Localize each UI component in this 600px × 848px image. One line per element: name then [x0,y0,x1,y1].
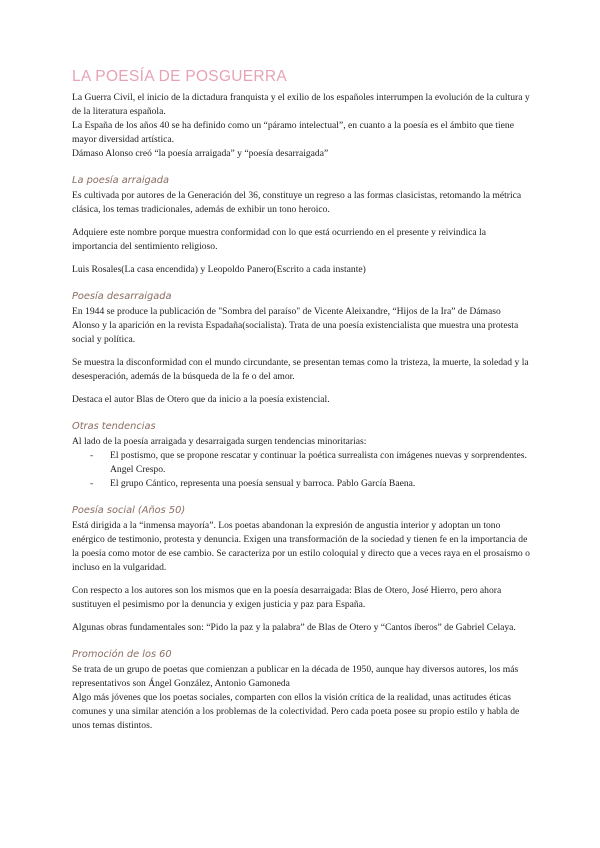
arraigada-paragraph-2: Adquiere este nombre porque muestra conformidad con lo que está ocurriendo en el presente y reivindica la importancia del sentimiento religioso. [72,227,486,252]
heading-poesia-arraigada: La poesía arraigada [72,175,169,186]
list-dash: - [90,450,94,461]
list-item-text: El grupo Cántico, representa una poesía sensual y barroca. Pablo García Baena. [110,478,416,489]
heading-poesia-social: Poesía social (Años 50) [72,505,186,516]
arraigada-paragraph-3: Luis Rosales(La casa encendida) y Leopoldo Panero(Escrito a cada instante) [72,264,366,275]
social-paragraph-2: Con respecto a los autores son los mismos que en la poesía desarraigada: Blas de Otero, José Hierro, pero ahora sustituyen el pesimismo por la denuncia y exigen justicia y paz para España. [72,585,502,610]
intro-paragraph-3: Dámaso Alonso creó “la poesía arraigada” y “poesía desarraigada” [72,148,329,159]
arraigada-paragraph-1: Es cultivada por autores de la Generación del 36, constituye un regreso a las formas clasicistas, retomando la métrica clásica, los temas tradicionales, además de exhibir un tono heroico. [72,190,522,215]
list-item-text: El postismo, que se propone rescatar y continuar la poética surrealista con imágenes nuevas y sorprendentes. Angel Crespo. [110,450,527,475]
social-paragraph-1: Está dirigida a la “inmensa mayoría”. Los poetas abandonan la expresión de angustia interior y adoptan un tono enérgico de testimonio, protesta y denuncia. Exigen una transformación de la sociedad y tienen fe en la importancia de la poesía como motor de ese cambio. Se caracteriza por un estilo coloquial y directo que a veces raya en el prosaismo o incluso en la vulgaridad. [72,520,530,573]
tendencias-list [72,449,530,491]
heading-promocion-60: Promoción de los 60 [72,649,172,660]
otras-intro: Al lado de la poesía arraigada y desarraigada surgen tendencias minoritarias: [72,436,367,447]
desarraigada-paragraph-3: Destaca el autor Blas de Otero que da inicio a la poesía existencial. [72,394,330,405]
list-item [72,477,530,491]
desarraigada-paragraph-2: Se muestra la disconformidad con el mundo circundante, se presentan temas como la tristeza, la muerte, la soledad y la desesperación, además de la búsqueda de la fe o del amor. [72,357,529,382]
heading-poesia-desarraigada: Poesía desarraigada [72,291,172,302]
list-dash: - [90,478,94,489]
promocion-paragraph-2: Algo más jóvenes que los poetas sociales, comparten con ellos la visión crítica de la realidad, unas actitudes éticas comunes y una similar atención a los problemas de la colectividad. Pero cada poeta posee su propio estilo y habla de unos temas distintos. [72,692,520,731]
intro-paragraph-2: La España de los años 40 se ha definido como un “páramo intelectual”, en cuanto a la poesía es el ámbito que tiene mayor diversidad artística. [72,120,514,145]
list-item [72,449,530,477]
desarraigada-paragraph-1: En 1944 se produce la publicación de "Sombra del paraíso" de Vicente Aleixandre, “Hijos de la Ira” de Dámaso Alonso y la aparición en la revista Espadaña(socialista). Trata de una poesía existencialista que muestra una protesta social y política. [72,306,519,345]
page-title: LA POESÍA DE POSGUERRA [72,68,288,85]
intro-paragraph-1: La Guerra Civil, el inicio de la dictadura franquista y el exilio de los españoles interrumpen la evolución de la cultura y de la literatura española. [72,92,530,117]
social-paragraph-3: Algunas obras fundamentales son: “Pido la paz y la palabra” de Blas de Otero y “Cantos íberos” de Gabriel Celaya. [72,622,516,633]
promocion-paragraph-1: Se trata de un grupo de poetas que comienzan a publicar en la década de 1950, aunque hay diversos autores, los más representativos son Ángel González, Antonio Gamoneda [72,664,519,689]
heading-otras-tendencias: Otras tendencias [72,421,156,432]
